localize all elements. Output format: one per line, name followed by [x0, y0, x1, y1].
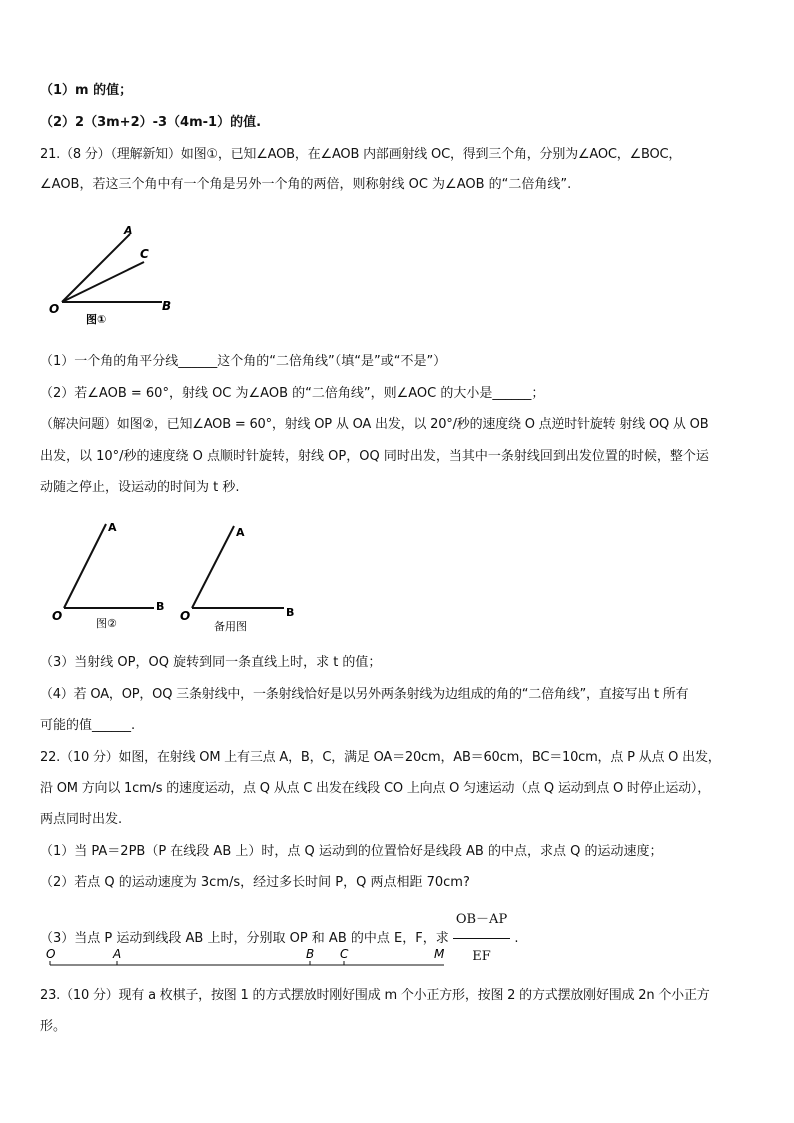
label-o: O — [52, 609, 63, 623]
q21-solve-line3: 动随之停止，设运动的时间为 t 秒. — [40, 480, 240, 495]
label-o: O — [180, 609, 191, 623]
figure-1-caption: 图① — [86, 313, 107, 326]
figure-spare-caption: 备用图 — [214, 620, 247, 633]
q21-solve-line1: （解决问题）如图②，已知∠AOB = 60°，射线 OP 从 OA 出发，以 20°/秒的速度绕 O 点逆时针旋转 射线 OQ 从 OB — [40, 417, 709, 432]
q20-part1: （1）m 的值； — [40, 83, 133, 98]
q21-stem-line2: ∠AOB，若这三个角中有一个角是另外一个角的两倍，则称射线 OC 为∠AOB 的“二倍角线”. — [40, 177, 572, 192]
q22-stem-line2: 沿 OM 方向以 1cm/s 的速度运动，点 Q 从点 C 出发在线段 CO 上向点 O 匀速运动（点 Q 运动到点 O 时停止运动）， — [40, 781, 711, 796]
label-a: A — [113, 947, 122, 961]
figure-spare-angle-aob — [176, 516, 306, 634]
label-c: C — [340, 947, 349, 961]
q22-part3-text: （3）当点 P 运动到线段 AB 上时，分别取 OP 和 AB 的中点 E，F，求 — [40, 931, 449, 946]
label-m: M — [434, 947, 445, 961]
figure-1-angle-aob — [44, 222, 184, 332]
label-o: O — [49, 302, 60, 316]
q22-stem-line1: 22.（10 分）如图，在射线 OM 上有三点 A，B，C，满足 OA＝20cm，AB＝60cm，BC＝10cm，点 P 从点 O 出发， — [40, 750, 721, 765]
q22-stem-line3: 两点同时出发. — [40, 812, 123, 827]
q21-part3: （3）当射线 OP，OQ 旋转到同一条直线上时，求 t 的值； — [40, 655, 382, 670]
ray-oa — [62, 234, 130, 302]
ray-oc — [62, 262, 144, 302]
ray-om-number-line — [42, 944, 462, 974]
q21-part4-line2: 可能的值______. — [40, 718, 136, 733]
label-b: B — [162, 299, 172, 313]
q22-part3-suffix: . — [514, 931, 519, 946]
label-a: A — [108, 521, 117, 534]
q22-part2: （2）若点 Q 的运动速度为 3cm/s，经过多长时间 P，Q 两点相距 70cm? — [40, 875, 470, 890]
label-a: A — [236, 526, 245, 539]
q21-stem-line1: 21.（8 分）（理解新知）如图①，已知∠AOB，在∠AOB 内部画射线 OC，得到三个角，分别为∠AOC，∠BOC， — [40, 147, 682, 162]
fraction-denominator: EF — [472, 949, 491, 964]
q22-part1: （1）当 PA＝2PB（P 在线段 AB 上）时，点 Q 运动到的位置恰好是线段 AB 的中点，求点 Q 的运动速度； — [40, 844, 663, 859]
figure-2-angle-aob — [46, 516, 176, 634]
q20-part2: （2）2（3m+2）-3（4m-1）的值. — [40, 115, 262, 130]
label-b: B — [306, 947, 315, 961]
ray-oa — [64, 524, 106, 608]
q21-solve-line2: 出发，以 10°/秒的速度绕 O 点顺时针旋转，射线 OP，OQ 同时出发，当其中一条射线回到出发位置的时候，整个运 — [40, 449, 709, 464]
q21-part2: （2）若∠AOB = 60°，射线 OC 为∠AOB 的“二倍角线”，则∠AOC 的大小是______； — [40, 386, 545, 401]
figure-2-caption: 图② — [96, 617, 117, 630]
label-b: B — [156, 600, 165, 613]
label-a: A — [124, 224, 133, 237]
ray-oa — [192, 526, 234, 608]
q23-stem-line1: 23.（10 分）现有 a 枚棋子，按图 1 的方式摆放时刚好围成 m 个小正方形，按图 2 的方式摆放刚好围成 2n 个小正方 — [40, 988, 710, 1003]
label-b: B — [286, 606, 295, 619]
q23-stem-line2: 形。 — [40, 1019, 67, 1034]
q21-part4-line1: （4）若 OA，OP，OQ 三条射线中，一条射线恰好是以另外两条射线为边组成的角的“二倍角线”，直接写出 t 所有 — [40, 687, 689, 702]
label-c: C — [140, 247, 149, 261]
fraction-numerator: OB－AP — [453, 903, 510, 939]
label-o: O — [46, 947, 56, 961]
q21-part1: （1）一个角的角平分线______这个角的“二倍角线”（填“是”或“不是”） — [40, 354, 447, 369]
